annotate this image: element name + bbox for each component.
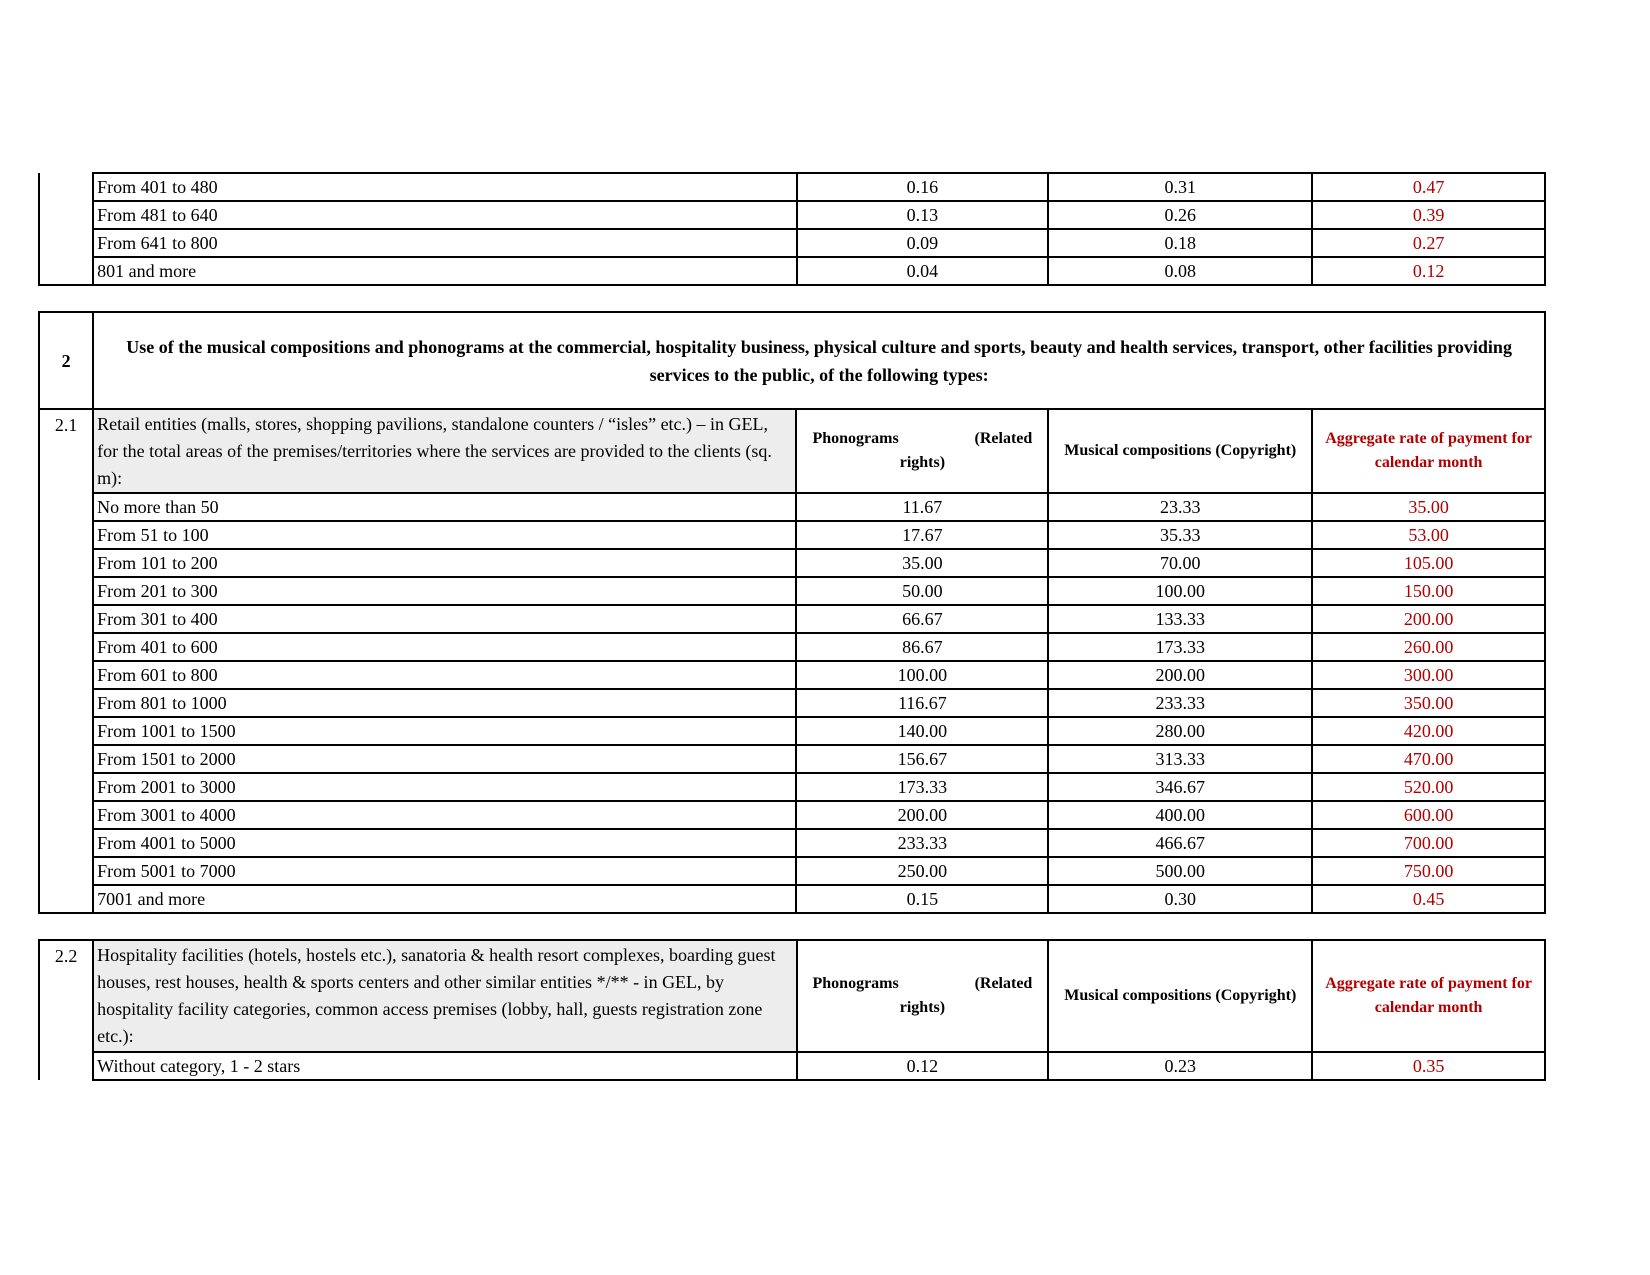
phonograms-rate: 0.09 <box>797 229 1049 257</box>
section-header-row <box>39 312 1545 409</box>
table-row <box>39 257 1545 285</box>
phonograms-rate: 0.15 <box>796 885 1048 913</box>
compositions-rate: 133.33 <box>1048 605 1312 633</box>
phonograms-header-word: Phonograms <box>812 430 899 447</box>
range-label: From 1501 to 2000 <box>93 745 796 773</box>
compositions-rate: 0.23 <box>1048 1052 1312 1080</box>
table-row <box>39 773 1545 801</box>
aggregate-rate: 200.00 <box>1312 605 1545 633</box>
index-cell <box>39 493 93 913</box>
table-row <box>39 173 1545 201</box>
compositions-rate: 0.18 <box>1048 229 1312 257</box>
range-label: From 4001 to 5000 <box>93 829 796 857</box>
table-row <box>39 1052 1545 1080</box>
aggregate-rate: 700.00 <box>1312 829 1545 857</box>
table-row <box>39 717 1545 745</box>
phonograms-rate: 233.33 <box>796 829 1048 857</box>
compositions-rate: 100.00 <box>1048 577 1312 605</box>
phonograms-rate: 35.00 <box>796 549 1048 577</box>
table-row <box>39 201 1545 229</box>
rate-table-continued-body <box>39 173 1545 285</box>
compositions-rate: 280.00 <box>1048 717 1312 745</box>
aggregate-rate: 750.00 <box>1312 857 1545 885</box>
aggregate-rate: 0.12 <box>1312 257 1545 285</box>
subsection-description: Retail entities (malls, stores, shopping pavilions, standalone counters / “isles” etc.) – in GEL, for the total areas of the premises/territories where the services are provided to the clients (sq. m): <box>93 409 796 493</box>
compositions-rate: 0.30 <box>1048 885 1312 913</box>
compositions-rate: 0.08 <box>1048 257 1312 285</box>
phonograms-header-rights: rights) <box>899 454 946 471</box>
phonograms-header-word: Phonograms <box>812 975 899 992</box>
range-label: From 5001 to 7000 <box>93 857 796 885</box>
table-row <box>39 745 1545 773</box>
aggregate-rate: 0.27 <box>1312 229 1545 257</box>
compositions-rate: 0.31 <box>1048 173 1312 201</box>
subsection-description: Hospitality facilities (hotels, hostels etc.), sanatoria & health resort complexes, boarding guest houses, rest houses, health & sports centers and other similar entities */** - in GEL, by hospitality facility categories, common access premises (lobby, hall, guests registration zone etc.): <box>93 940 796 1052</box>
range-label: From 801 to 1000 <box>93 689 796 717</box>
aggregate-header: Aggregate rate of payment for calendar month <box>1312 940 1545 1052</box>
phonograms-header <box>797 940 1049 1052</box>
range-label: 7001 and more <box>93 885 796 913</box>
range-label: From 481 to 640 <box>93 201 796 229</box>
compositions-header: Musical compositions (Copyright) <box>1048 409 1312 493</box>
phonograms-rate: 86.67 <box>796 633 1048 661</box>
phonograms-rate: 11.67 <box>796 493 1048 521</box>
table-row <box>39 857 1545 885</box>
compositions-rate: 500.00 <box>1048 857 1312 885</box>
index-cell <box>39 173 93 285</box>
retail-rate-table <box>38 311 1546 914</box>
aggregate-rate: 470.00 <box>1312 745 1545 773</box>
phonograms-rate: 0.04 <box>797 257 1049 285</box>
subsection-header-row <box>39 940 1545 1052</box>
range-label: From 1001 to 1500 <box>93 717 796 745</box>
aggregate-rate: 0.35 <box>1312 1052 1545 1080</box>
table-row <box>39 605 1545 633</box>
phonograms-header <box>796 409 1048 493</box>
category-label: Without category, 1 - 2 stars <box>93 1052 796 1080</box>
range-label: No more than 50 <box>93 493 796 521</box>
compositions-rate: 70.00 <box>1048 549 1312 577</box>
phonograms-rate: 0.16 <box>797 173 1049 201</box>
table-row <box>39 885 1545 913</box>
phonograms-rate: 156.67 <box>796 745 1048 773</box>
aggregate-rate: 260.00 <box>1312 633 1545 661</box>
compositions-rate: 0.26 <box>1048 201 1312 229</box>
phonograms-rate: 140.00 <box>796 717 1048 745</box>
compositions-rate: 173.33 <box>1048 633 1312 661</box>
phonograms-rate: 66.67 <box>796 605 1048 633</box>
aggregate-rate: 300.00 <box>1312 661 1545 689</box>
table-row <box>39 689 1545 717</box>
table-row <box>39 801 1545 829</box>
range-label: From 3001 to 4000 <box>93 801 796 829</box>
table-row <box>39 661 1545 689</box>
aggregate-rate: 350.00 <box>1312 689 1545 717</box>
aggregate-rate: 35.00 <box>1312 493 1545 521</box>
range-label: From 2001 to 3000 <box>93 773 796 801</box>
compositions-rate: 400.00 <box>1048 801 1312 829</box>
phonograms-header-rights: rights) <box>899 999 946 1016</box>
phonograms-rate: 250.00 <box>796 857 1048 885</box>
compositions-rate: 233.33 <box>1048 689 1312 717</box>
rate-table-continued <box>38 172 1546 286</box>
table-row <box>39 521 1545 549</box>
range-label: From 641 to 800 <box>93 229 796 257</box>
range-label: From 401 to 600 <box>93 633 796 661</box>
phonograms-header-related: (Related <box>974 975 1033 992</box>
range-label: From 51 to 100 <box>93 521 796 549</box>
table-row <box>39 829 1545 857</box>
aggregate-rate: 0.45 <box>1312 885 1545 913</box>
range-label: 801 and more <box>93 257 796 285</box>
phonograms-rate: 0.12 <box>797 1052 1049 1080</box>
aggregate-rate: 600.00 <box>1312 801 1545 829</box>
phonograms-rate: 173.33 <box>796 773 1048 801</box>
phonograms-rate: 200.00 <box>796 801 1048 829</box>
aggregate-rate: 420.00 <box>1312 717 1545 745</box>
aggregate-rate: 520.00 <box>1312 773 1545 801</box>
table-row <box>39 633 1545 661</box>
phonograms-header-related: (Related <box>974 430 1033 447</box>
aggregate-rate: 0.39 <box>1312 201 1545 229</box>
compositions-rate: 200.00 <box>1048 661 1312 689</box>
subsection-number: 2.1 <box>39 409 93 493</box>
aggregate-header: Aggregate rate of payment for calendar month <box>1312 409 1545 493</box>
compositions-rate: 313.33 <box>1048 745 1312 773</box>
table-row <box>39 549 1545 577</box>
range-label: From 301 to 400 <box>93 605 796 633</box>
section-title: Use of the musical compositions and phonograms at the commercial, hospitality business, physical culture and sports, beauty and health services, transport, other facilities providing services to the public, of the following types: <box>93 312 1545 409</box>
compositions-header: Musical compositions (Copyright) <box>1048 940 1312 1052</box>
aggregate-rate: 150.00 <box>1312 577 1545 605</box>
range-label: From 601 to 800 <box>93 661 796 689</box>
phonograms-rate: 116.67 <box>796 689 1048 717</box>
table-row <box>39 577 1545 605</box>
aggregate-rate: 53.00 <box>1312 521 1545 549</box>
section-number: 2 <box>39 312 93 409</box>
phonograms-rate: 50.00 <box>796 577 1048 605</box>
aggregate-rate: 0.47 <box>1312 173 1545 201</box>
subsection-number: 2.2 <box>39 940 93 1052</box>
range-label: From 201 to 300 <box>93 577 796 605</box>
phonograms-rate: 17.67 <box>796 521 1048 549</box>
retail-rate-table-body <box>39 312 1545 913</box>
table-row <box>39 493 1545 521</box>
range-label: From 401 to 480 <box>93 173 796 201</box>
compositions-rate: 346.67 <box>1048 773 1312 801</box>
table-row <box>39 229 1545 257</box>
aggregate-rate: 105.00 <box>1312 549 1545 577</box>
hospitality-rate-table <box>38 939 1546 1081</box>
phonograms-rate: 0.13 <box>797 201 1049 229</box>
subsection-header-row <box>39 409 1545 493</box>
range-label: From 101 to 200 <box>93 549 796 577</box>
compositions-rate: 35.33 <box>1048 521 1312 549</box>
index-cell <box>39 1052 93 1080</box>
hospitality-rate-table-body <box>39 940 1545 1080</box>
phonograms-rate: 100.00 <box>796 661 1048 689</box>
compositions-rate: 466.67 <box>1048 829 1312 857</box>
compositions-rate: 23.33 <box>1048 493 1312 521</box>
